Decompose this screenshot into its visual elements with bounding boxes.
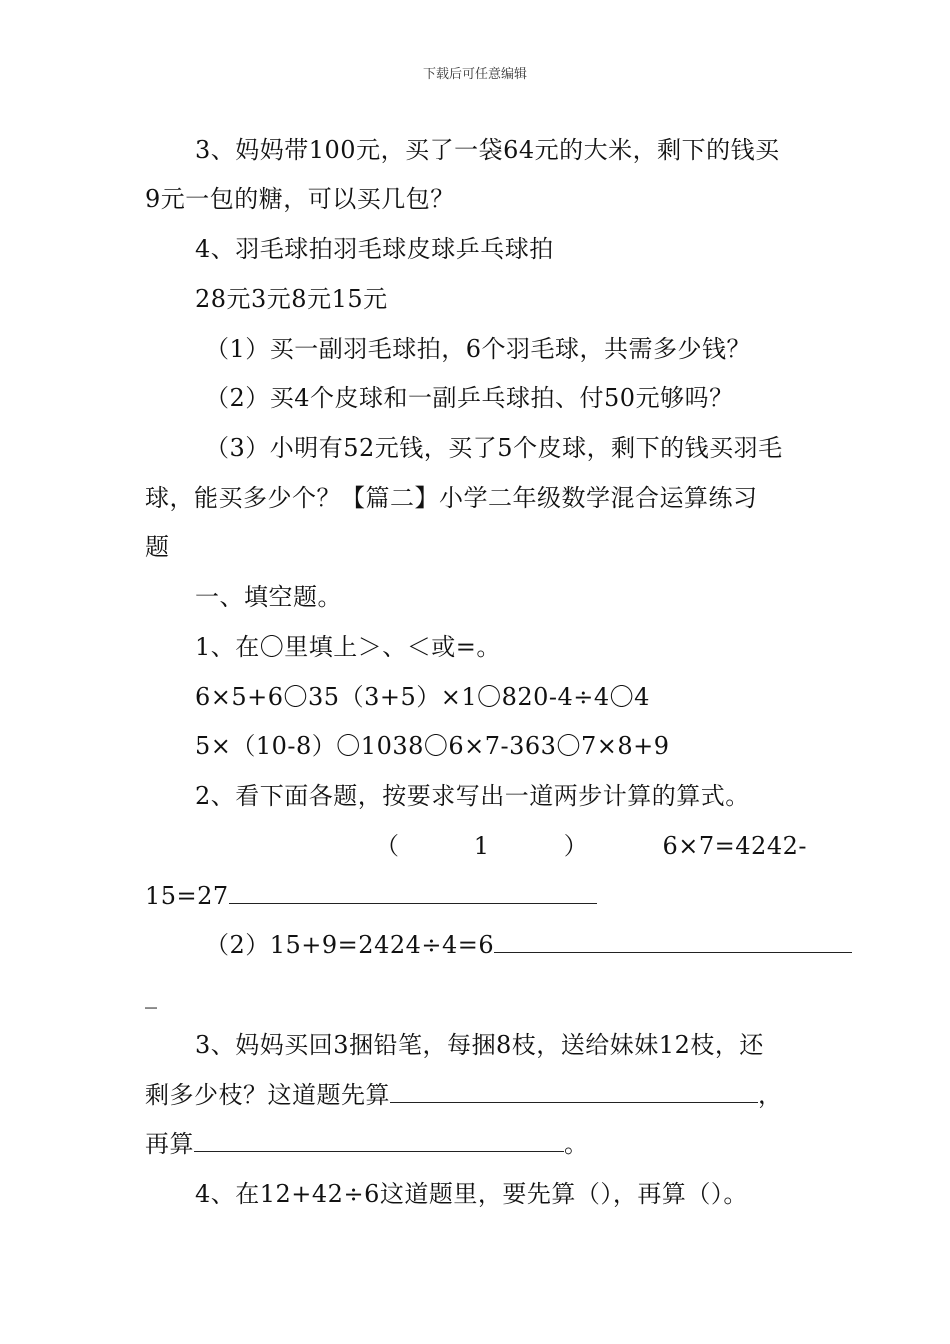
fill-q4: 4、在12+42÷6这道题里，要先算（），再算（）。 — [195, 1180, 748, 1208]
problem-3-line-2: 9元一包的糖，可以买几包？ — [145, 185, 455, 213]
fill-q1-instruction: 1、在〇里填上＞、＜或=。 — [195, 633, 501, 661]
equation: （2）15+9=2424÷4=6 — [205, 931, 495, 959]
paren-open: （ — [375, 832, 400, 860]
problem-4-q2: （2）买4个皮球和一副乒乓球拍、付50元够吗？ — [205, 384, 734, 412]
answer-blank[interactable] — [390, 1080, 758, 1103]
fill-q2-item-2 — [205, 929, 807, 961]
fill-q3-line-2 — [145, 1079, 807, 1111]
punct: 。 — [564, 1130, 589, 1158]
punct: ， — [758, 1081, 783, 1109]
answer-blank[interactable] — [494, 930, 852, 953]
problem-4-items: 4、羽毛球拍羽毛球皮球乒乓球拍 — [195, 235, 554, 263]
equation-tail: 15=27 — [145, 882, 229, 910]
fill-q1-row-1: 6×5+6〇35（3+5）×1〇820-4÷4〇4 — [195, 683, 650, 711]
problem-4-q3-line-1: （3）小明有52元钱，买了5个皮球，剩下的钱买羽毛 — [205, 434, 783, 462]
fill-q1-row-2: 5×（10-8）〇1038〇6×7-363〇7×8+9 — [195, 732, 670, 760]
item-number: 1 — [473, 832, 490, 860]
page-header: 下载后可任意编辑 — [422, 67, 527, 82]
fill-q2-item-1-line-1 — [375, 830, 807, 862]
text: 剩多少枝？这道题先算 — [145, 1081, 390, 1109]
section-heading: 一、填空题。 — [195, 583, 342, 611]
problem-3-line-1: 3、妈妈带100元，买了一袋64元的大米，剩下的钱买 — [195, 136, 780, 164]
problem-4-q3-line-2: 球，能买多少个？【篇二】小学二年级数学混合运算练习 — [145, 484, 758, 512]
problem-4-prices: 28元3元8元15元 — [195, 285, 388, 313]
text: 再算 — [145, 1130, 194, 1158]
paren-close: ） — [563, 832, 589, 860]
fill-q2-instruction: 2、看下面各题，按要求写出一道两步计算的算式。 — [195, 782, 750, 810]
problem-4-q1: （1）买一副羽毛球拍，6个羽毛球，共需多少钱？ — [205, 335, 752, 363]
section-title-tail: 题 — [145, 533, 170, 561]
blank-overflow: _ — [145, 981, 158, 1009]
answer-blank[interactable] — [229, 881, 597, 904]
fill-q2-item-1-line-2 — [145, 880, 807, 912]
answer-blank[interactable] — [194, 1129, 564, 1152]
fill-q3-line-3 — [145, 1128, 807, 1160]
fill-q3-line-1: 3、妈妈买回3捆铅笔，每捆8枝，送给妹妹12枝，还 — [195, 1031, 764, 1059]
equation: 6×7=4242- — [662, 832, 807, 860]
